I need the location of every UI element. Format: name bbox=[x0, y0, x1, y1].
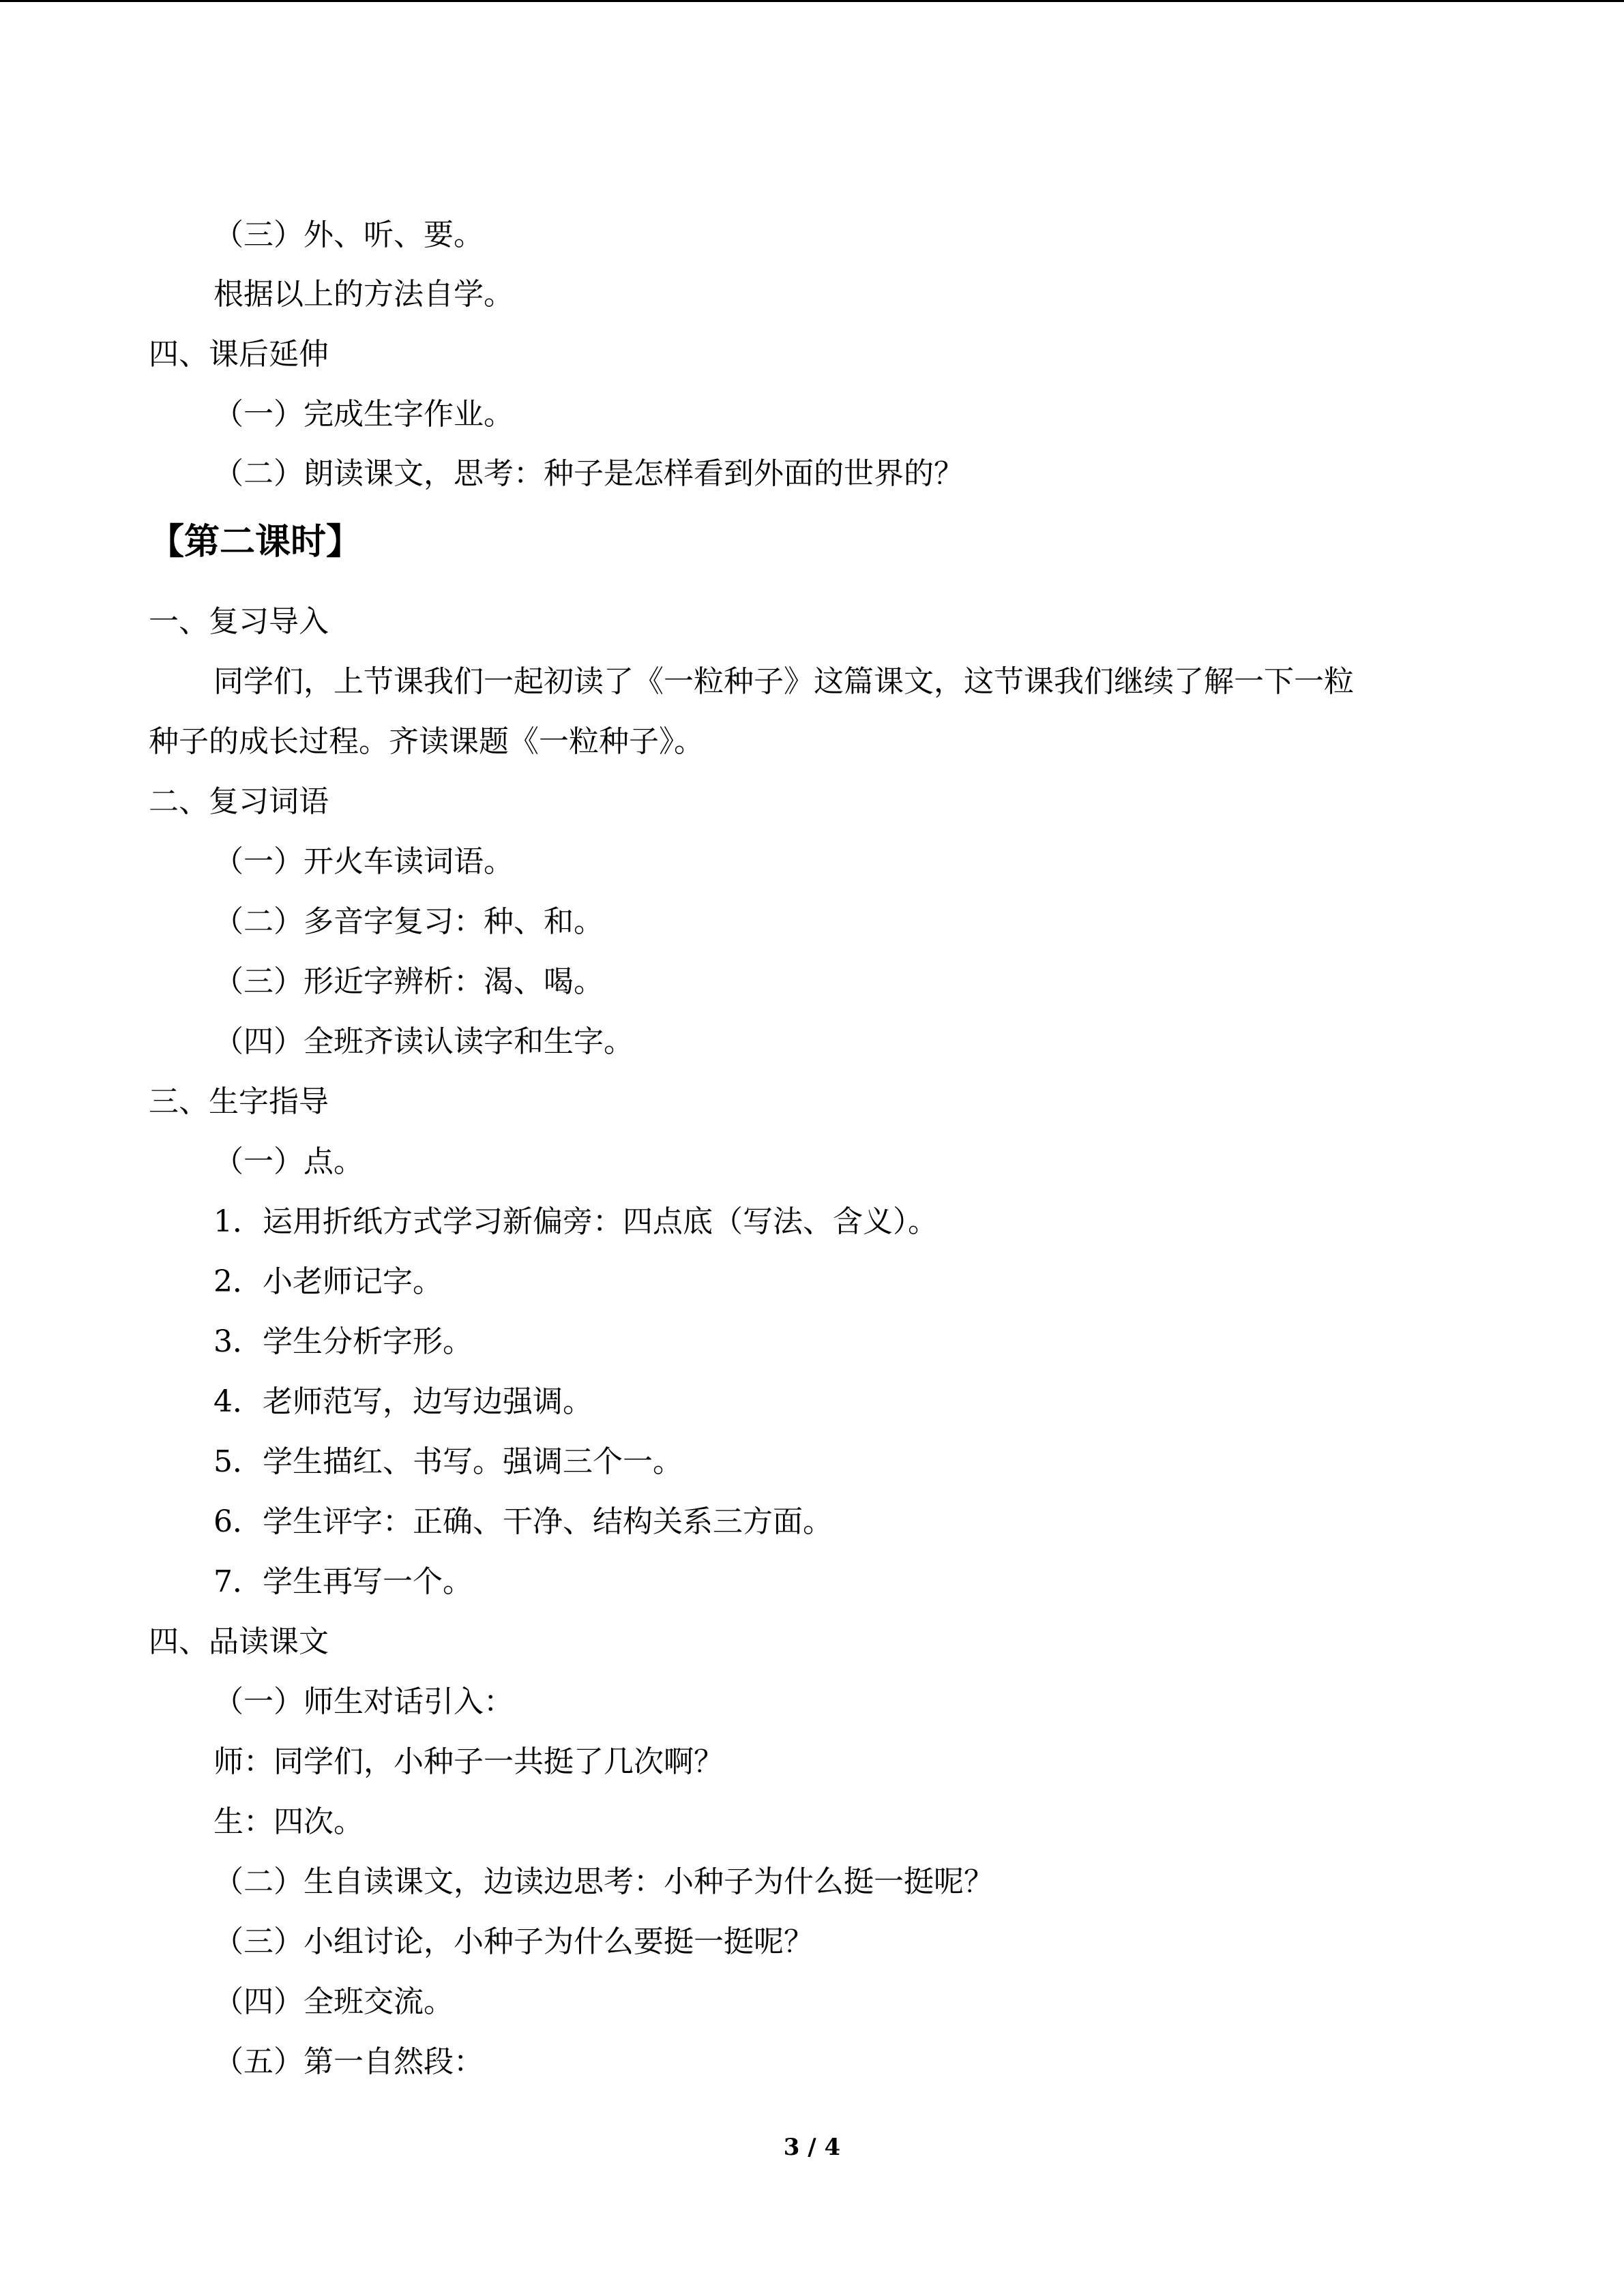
list-item-three: （三）外、听、要。 bbox=[213, 218, 484, 252]
list-item: （五）第一自然段： bbox=[213, 2044, 484, 2079]
paragraph-self-study: 根据以上的方法自学。 bbox=[213, 277, 514, 312]
section-title-extension: 四、课后延伸 bbox=[149, 337, 329, 372]
section-title-review-intro: 一、复习导入 bbox=[149, 604, 329, 639]
list-item-two: （二）朗读课文，思考：种子是怎样看到外面的世界的？ bbox=[213, 456, 964, 491]
numbered-item: 5．学生描红、书写。强调三个一。 bbox=[213, 1444, 683, 1479]
list-item-one: （一）完成生字作业。 bbox=[213, 397, 514, 432]
list-item: （一）师生对话引入： bbox=[213, 1684, 514, 1719]
list-item: （一）点。 bbox=[213, 1144, 364, 1179]
section-title-character-guide: 三、生字指导 bbox=[149, 1084, 329, 1119]
list-item: （四）全班齐读认读字和生字。 bbox=[213, 1024, 634, 1059]
numbered-item: 3．学生分析字形。 bbox=[213, 1324, 473, 1359]
list-item: （二）多音字复习：种、和。 bbox=[213, 904, 604, 939]
numbered-item: 1．运用折纸方式学习新偏旁：四点底（写法、含义）。 bbox=[213, 1204, 938, 1239]
list-item: （四）全班交流。 bbox=[213, 1984, 454, 2019]
paragraph-intro-line-1: 同学们，上节课我们一起初读了《一粒种子》这篇课文，这节课我们继续了解一下一粒 bbox=[213, 664, 1354, 699]
numbered-item: 2．小老师记字。 bbox=[213, 1264, 443, 1299]
list-item: （二）生自读课文，边读边思考：小种子为什么挺一挺呢？ bbox=[213, 1864, 994, 1899]
list-item: （三）小组讨论，小种子为什么要挺一挺呢？ bbox=[213, 1924, 814, 1959]
dialogue-line-teacher: 师：同学们，小种子一共挺了几次啊？ bbox=[213, 1744, 724, 1779]
numbered-item: 4．老师范写，边写边强调。 bbox=[213, 1384, 593, 1419]
lesson-heading: 【第二课时】 bbox=[149, 521, 362, 563]
page-number: 3 / 4 bbox=[783, 2134, 841, 2161]
numbered-item: 7．学生再写一个。 bbox=[213, 1564, 473, 1599]
section-title-reading: 四、品读课文 bbox=[149, 1624, 329, 1659]
dialogue-line-student: 生：四次。 bbox=[213, 1804, 364, 1839]
paragraph-intro-line-2: 种子的成长过程。齐读课题《一粒种子》。 bbox=[149, 724, 704, 759]
numbered-item: 6．学生评字：正确、干净、结构关系三方面。 bbox=[213, 1504, 833, 1539]
section-title-review-words: 二、复习词语 bbox=[149, 784, 329, 819]
list-item: （一）开火车读词语。 bbox=[213, 844, 514, 879]
list-item: （三）形近字辨析：渴、喝。 bbox=[213, 964, 604, 999]
